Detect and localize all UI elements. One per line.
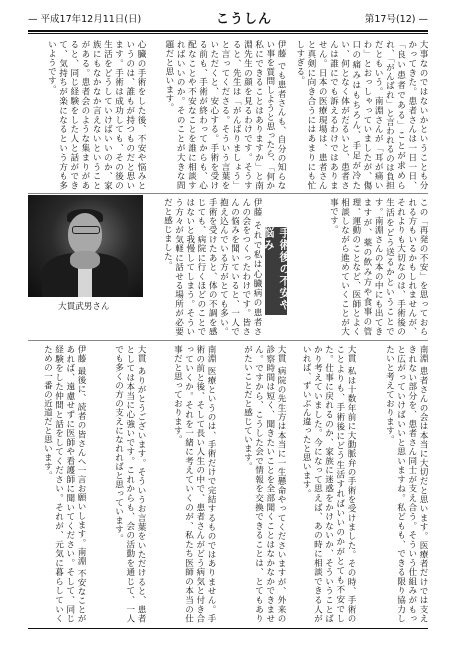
- article-column: [290, 40, 428, 190]
- section-subheading: 手術後の不安や悩み: [265, 227, 287, 315]
- portrait-photo: [28, 195, 143, 297]
- band-separator: [28, 193, 428, 194]
- issue-number: 第17号(12) —: [364, 14, 428, 25]
- article-paragraph: 伊藤 それで私は心臓病の患者さんの会をつくったわけです。皆さんの悩みを聞いていると、一人で抱え込んでいる方がとても多い。手術を受けたあと、体の不調を感じても、病院に行くほどのことではないと我慢してしまう。そういう方々が気軽に話せる場所が必要だと感じました。: [162, 198, 262, 336]
- issue-date: — 平成17年12月11日(日): [28, 14, 142, 25]
- article-paragraph: 大貫 私は十数年前に大動脈弁の手術を受けました。その時、手術のことよりも、手術後にどう生活すればいいのかがとても不安でした。仕事に戻れるのか、家族に迷惑をかけないか、そういうことばかり考えていました。今になって思えば、あの時に相談できる人がいれば、ずいぶん違ったと思います。: [301, 345, 356, 623]
- article-column: [292, 198, 428, 336]
- article-column: [360, 345, 428, 623]
- article-column: [148, 198, 262, 336]
- article-column: [220, 345, 286, 623]
- article-column: [290, 345, 356, 623]
- article-column: [28, 40, 146, 190]
- page-header: [28, 6, 428, 30]
- article-column: [90, 345, 146, 623]
- band-separator: [28, 340, 428, 341]
- article-paragraph: 大事なのではないかということも分かってきた。患者さんは一日一日、「良い患者である」ことが求められ、「がんばれ」と言われるのは負担だともいう。南淵さんが「耳が痛いわ」とおっしゃっていましたが、傷口の痛みはもちろん、手足が冷たい、何となく体がだるいと、患者さんは誰にでも訴えるわけではありません。日本の医療現場は、患者さんと真剣に向き合うにはあまりにも忙しすぎる。: [294, 40, 428, 190]
- header-rule: [28, 30, 428, 32]
- article-paragraph: 南淵 患者さんの会は本当に大切だと思います。医療者だけでは支えきれない部分を、患者さん同士が支え合う。そういう仕組みがもっと広がっていけばいいと思いますね。私どもも、できる限り協力したいと考えております。: [384, 345, 428, 623]
- article-column: [150, 345, 216, 623]
- publication-title: こうしん: [216, 12, 273, 27]
- article-paragraph: この「再発の不安」を思っておられる方もいるかもしれませんが、それよりも大切なのは、手術後の生活をどう送るかということです。南淵さんの本の中にも出てきますが、薬の飲み方や食事の管理、運動のことなど、医師とよく相談しながら進めていくことが大事です。: [328, 198, 428, 336]
- article-paragraph: 伊藤 最後に、読者の皆さんへ一言お願いします。南淵 不安なことがあれば、遠慮せずに医師や看護師に聞いてください。そして、同じ経験をした仲間と話をしてください。それが、元気に暮らしていくための一番の近道だと思います。: [42, 345, 86, 623]
- article-paragraph: 大貫 病院の先生方は本当に一生懸命やってくださいますが、外来の診察時間は短く、聞きたいことを全部聞くことはなかなかできません。ですから、こうした会で情報を交換できることは、とてもありがたいことだと感じています。: [242, 345, 286, 623]
- article-column: [150, 40, 286, 190]
- article-paragraph: 伊藤 でも患者さんも、自分の知らない事を質問しようと思ったら、「何か私にできることはありますか」と南淵先生の顔を見るわけです。そうすると、先生は「がんばりましょう」と言ってくださる。そういう言葉をいただくと、安心する。手術を受ける前も、手術が終わってからも、心配なことや不安なことを誰に相談すればいいのか。そのことが大きな問題だと思います。: [163, 40, 286, 190]
- article-paragraph: 大貫 ありがとうございます。そういうお言葉をいただけると、患者としては本当に心強いです。これからも、会の活動を通じて、一人でも多くの方の支えになれればと思っています。: [113, 345, 146, 623]
- article-paragraph: 南淵 医療というのは、手術だけで完結するものではありません。手術の前と後、そして長い人生の中で、患者さんがどう病気と付き合っていくか。それを一緒に考えていくのが、私たち医師の本当の仕事だと思っております。: [172, 345, 216, 623]
- header-rule-thin: [28, 33, 428, 34]
- footer-rule: [28, 628, 428, 629]
- article-column: [28, 345, 86, 623]
- photo-caption: 大貫武男さん: [58, 302, 110, 312]
- article-paragraph: 心臓の手術をした後、不安や悩みというのは、誰もが持つものだと思います。手術は成功しても、その後の生活をどうしていけばいいのか、家族にもなかなか言えないということがある。患者会のような集まりがあると、同じ経験をした人と話ができて、気持ちが楽になるという方も多いようです。: [46, 40, 146, 190]
